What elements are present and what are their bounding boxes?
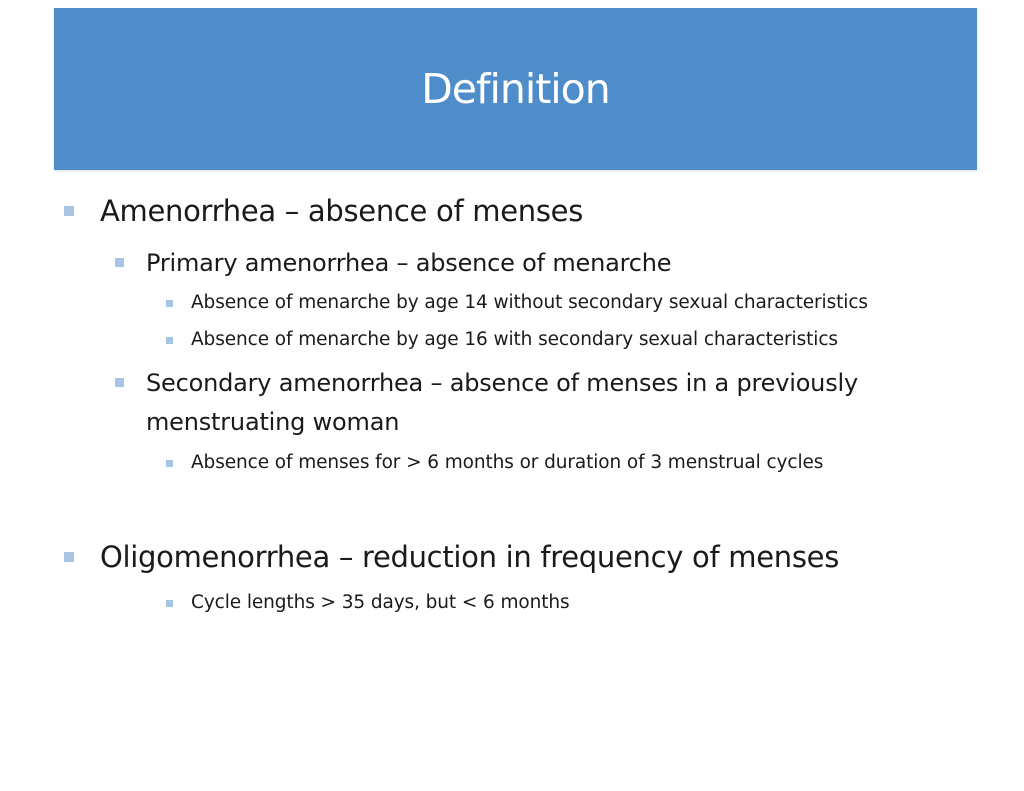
bullet-age-14: Absence of menarche by age 14 without secondary sexual characteristics: [191, 292, 868, 313]
square-bullet-icon: [115, 378, 124, 387]
square-bullet-icon: [115, 258, 124, 267]
bullet-age-16: Absence of menarche by age 16 with secondary sexual characteristics: [191, 329, 838, 350]
square-bullet-icon: [166, 460, 173, 467]
bullet-secondary-amenorrhea-line2: menstruating woman: [146, 408, 400, 436]
square-bullet-icon: [64, 552, 74, 562]
square-bullet-icon: [166, 337, 173, 344]
title-band: [54, 8, 977, 170]
square-bullet-icon: [64, 206, 74, 216]
bullet-six-months: Absence of menses for > 6 months or duration of 3 menstrual cycles: [191, 452, 824, 473]
bullet-amenorrhea: Amenorrhea – absence of menses: [100, 194, 584, 228]
bullet-secondary-amenorrhea-line1: Secondary amenorrhea – absence of menses in a previously: [146, 369, 858, 397]
square-bullet-icon: [166, 600, 173, 607]
slide-title: Definition: [421, 65, 610, 113]
bullet-primary-amenorrhea: Primary amenorrhea – absence of menarche: [146, 249, 672, 277]
square-bullet-icon: [166, 300, 173, 307]
bullet-cycle-lengths: Cycle lengths > 35 days, but < 6 months: [191, 592, 570, 613]
bullet-oligomenorrhea: Oligomenorrhea – reduction in frequency of menses: [100, 540, 840, 574]
